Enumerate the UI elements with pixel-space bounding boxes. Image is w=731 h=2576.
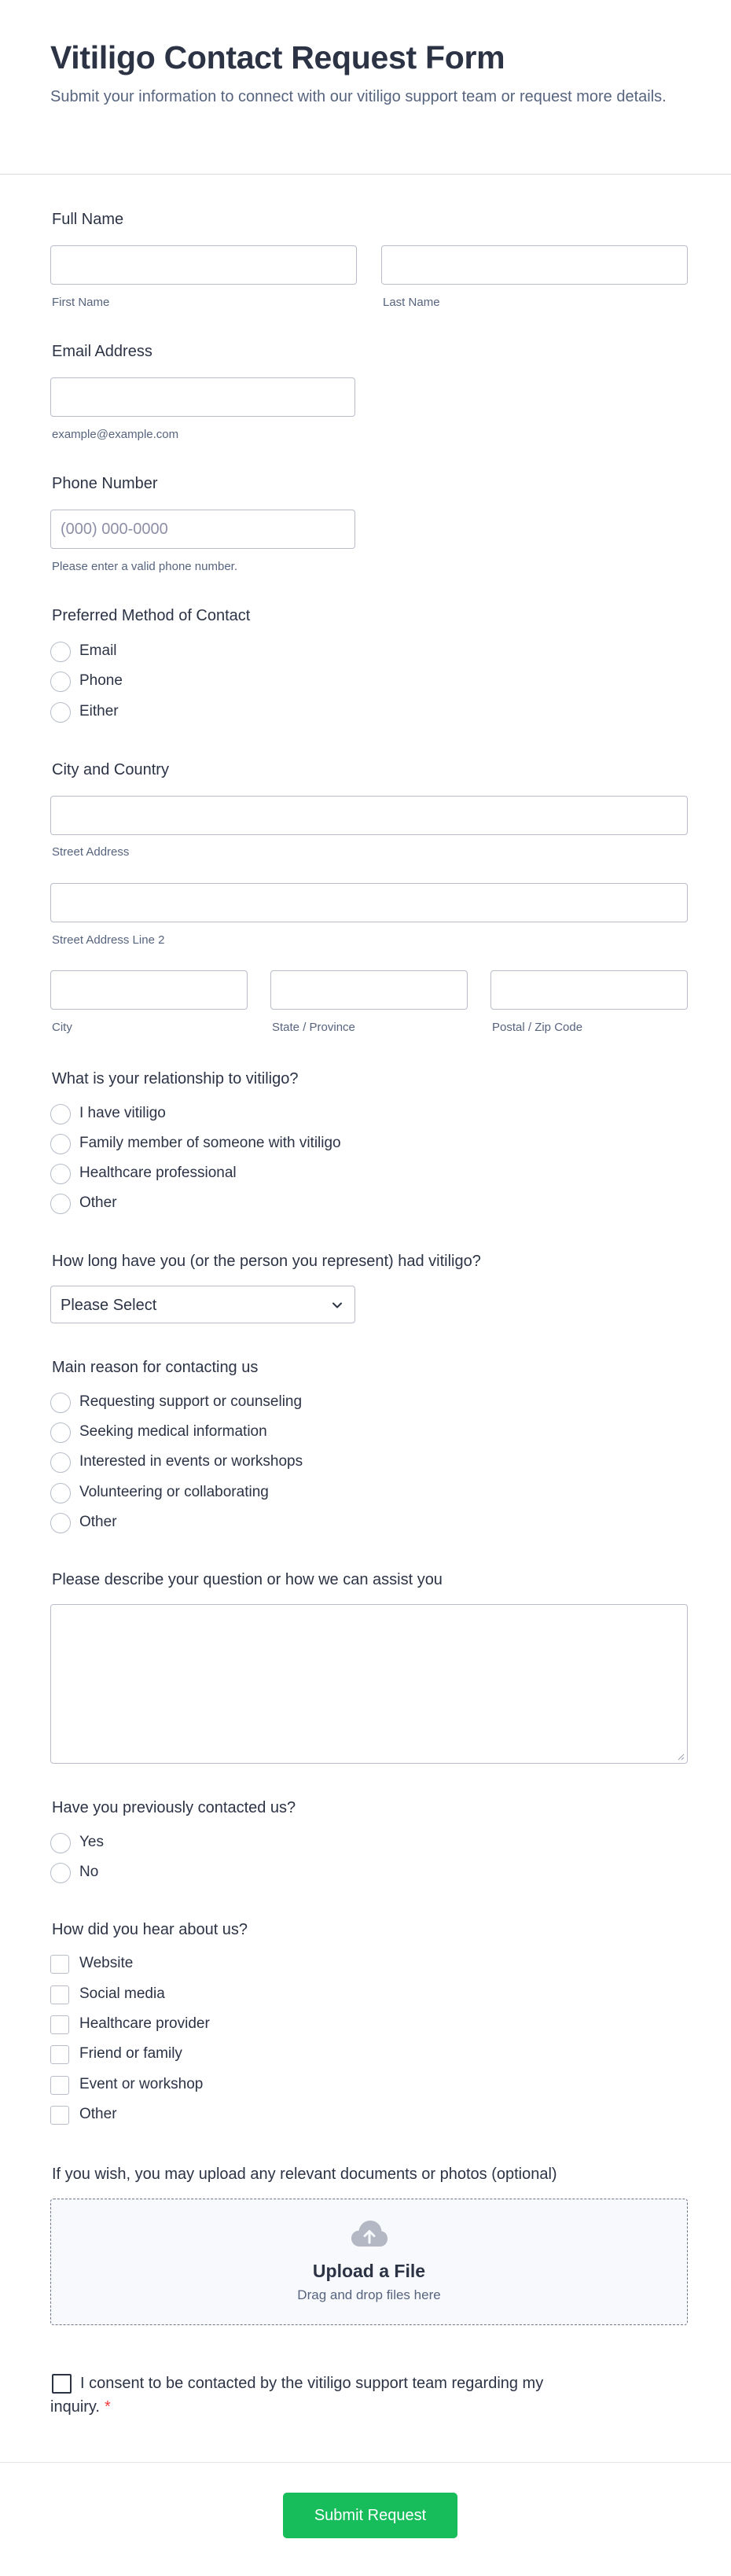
option-label: Other <box>79 2106 117 2122</box>
required-mark: * <box>105 2398 111 2416</box>
option-label: Family member of someone with vitiligo <box>79 1135 341 1151</box>
first-name-sublabel: First Name <box>52 296 110 309</box>
option-label: No <box>79 1864 99 1880</box>
option-label: Healthcare professional <box>79 1165 237 1181</box>
form-header <box>0 0 731 175</box>
footer-divider <box>0 2462 731 2463</box>
address-label: City and Country <box>52 761 169 778</box>
phone-sublabel: Please enter a valid phone number. <box>52 560 237 573</box>
option-label: Seeking medical information <box>79 1423 267 1440</box>
radio-button[interactable] <box>50 1422 71 1443</box>
radio-button[interactable] <box>50 1833 71 1853</box>
reason-label: Main reason for contacting us <box>52 1359 259 1376</box>
question-label: Please describe your question or how we can assist you <box>52 1571 443 1588</box>
previous-contact-label: Have you previously contacted us? <box>52 1799 296 1816</box>
email-input[interactable] <box>50 377 355 417</box>
upload-label: If you wish, you may upload any relevant documents or photos (optional) <box>52 2166 557 2183</box>
option-label: Event or workshop <box>79 2076 204 2092</box>
radio-button[interactable] <box>50 702 71 723</box>
consent-text: I consent to be contacted by the vitiligo support team regarding my inquiry. <box>50 2375 544 2416</box>
duration-select[interactable] <box>50 1286 355 1323</box>
radio-button[interactable] <box>50 1863 71 1883</box>
street-address-2-input[interactable] <box>50 883 688 922</box>
radio-button[interactable] <box>50 1164 71 1184</box>
checkbox[interactable] <box>50 2015 69 2034</box>
radio-button[interactable] <box>50 1452 71 1473</box>
option-label: I have vitiligo <box>79 1105 166 1121</box>
option-label: Either <box>79 703 119 719</box>
option-label: Other <box>79 1514 117 1530</box>
checkbox[interactable] <box>50 1985 69 2004</box>
option-label: Interested in events or workshops <box>79 1453 303 1470</box>
option-label: Email <box>79 642 117 659</box>
phone-placeholder: (000) 000-0000 <box>61 521 168 538</box>
street-address-input[interactable] <box>50 796 688 835</box>
form-subtitle: Submit your information to connect with our vitiligo support team or request more details. <box>50 88 667 105</box>
checkbox[interactable] <box>50 1955 69 1974</box>
city-sublabel: City <box>52 1021 72 1034</box>
duration-label: How long have you (or the person you represent) had vitiligo? <box>52 1253 481 1270</box>
option-label: Phone <box>79 672 123 689</box>
resize-handle-icon[interactable] <box>677 1753 685 1761</box>
radio-button[interactable] <box>50 1393 71 1413</box>
upload-subtitle: Drag and drop files here <box>297 2287 441 2302</box>
question-textarea[interactable] <box>50 1604 688 1764</box>
street-address-sublabel: Street Address <box>52 845 130 859</box>
zip-input[interactable] <box>490 970 688 1010</box>
last-name-input[interactable] <box>381 245 688 285</box>
submit-button[interactable]: Submit Request <box>283 2493 457 2538</box>
full-name-label: Full Name <box>52 211 124 228</box>
radio-button[interactable] <box>50 1104 71 1124</box>
state-input[interactable] <box>270 970 468 1010</box>
email-label: Email Address <box>52 343 152 360</box>
file-upload-dropzone[interactable] <box>50 2199 688 2325</box>
radio-button[interactable] <box>50 1513 71 1533</box>
radio-button[interactable] <box>50 1134 71 1154</box>
option-label: Social media <box>79 1985 165 2002</box>
contact-method-label: Preferred Method of Contact <box>52 607 251 624</box>
last-name-sublabel: Last Name <box>383 296 440 309</box>
cloud-upload-icon <box>351 2218 388 2250</box>
relationship-label: What is your relationship to vitiligo? <box>52 1070 299 1087</box>
chevron-down-icon <box>329 1297 345 1313</box>
option-label: Website <box>79 1955 134 1971</box>
first-name-input[interactable] <box>50 245 357 285</box>
option-label: Healthcare provider <box>79 2015 210 2032</box>
zip-sublabel: Postal / Zip Code <box>492 1021 583 1034</box>
option-label: Other <box>79 1194 117 1211</box>
city-input[interactable] <box>50 970 248 1010</box>
option-label: Friend or family <box>79 2045 182 2062</box>
radio-button[interactable] <box>50 672 71 692</box>
option-label: Yes <box>79 1834 104 1850</box>
duration-select-value: Please Select <box>61 1297 157 1314</box>
form-title: Vitiligo Contact Request Form <box>50 39 505 75</box>
phone-input[interactable] <box>50 510 355 549</box>
radio-button[interactable] <box>50 642 71 662</box>
checkbox[interactable] <box>50 2045 69 2064</box>
consent-label <box>50 2372 601 2419</box>
option-label: Volunteering or collaborating <box>79 1484 269 1500</box>
checkbox[interactable] <box>50 2106 69 2125</box>
email-sublabel: example@example.com <box>52 428 179 441</box>
checkbox[interactable] <box>50 2076 69 2095</box>
upload-title: Upload a File <box>312 2261 426 2281</box>
phone-label: Phone Number <box>52 475 158 492</box>
heard-about-label: How did you hear about us? <box>52 1921 248 1938</box>
radio-button[interactable] <box>50 1194 71 1214</box>
state-sublabel: State / Province <box>272 1021 355 1034</box>
street-address-2-sublabel: Street Address Line 2 <box>52 933 165 947</box>
option-label: Requesting support or counseling <box>79 1393 303 1410</box>
radio-button[interactable] <box>50 1483 71 1503</box>
